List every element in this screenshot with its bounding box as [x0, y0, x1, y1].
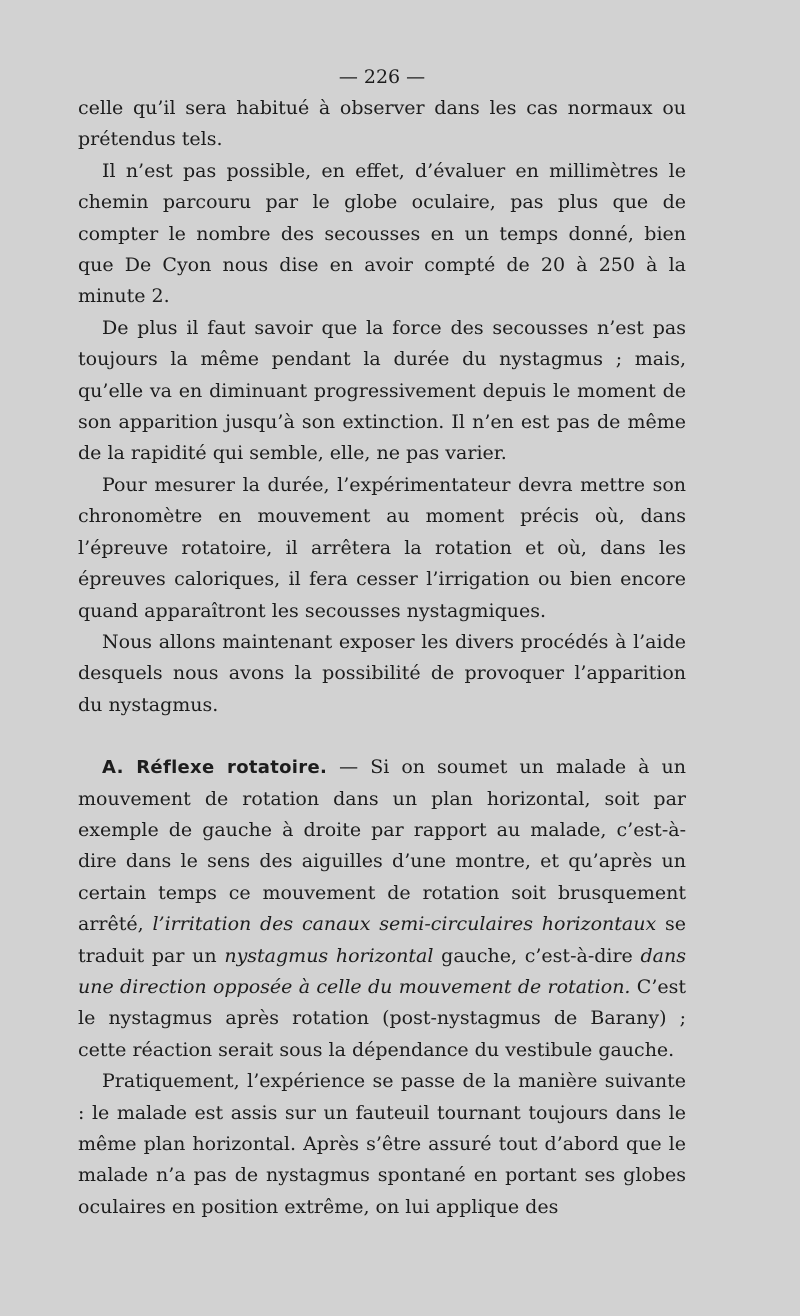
section-text-4: C’est le nystagmus après rotation (post-nystagmus de Barany) ; cette réaction serait sous la dépendance du vestibule gauche.	[78, 975, 686, 1061]
paragraph-rotatory-reflex	[78, 752, 686, 1066]
section-italic-2: nystagmus horizontal	[224, 944, 434, 967]
section-gap	[78, 721, 686, 752]
paragraph-procedures: Nous allons maintenant exposer les divers procédés à l’aide desquels nous avons la possibilité de provoquer l’apparition du nystagmus.	[78, 630, 686, 716]
paragraph-practice: Pratiquement, l’expérience se passe de la manière suivante : le malade est assis sur un fauteuil tournant toujours dans le même plan horizontal. Après s’être assuré tout d’abord que le malade n’a pas de nystagmus spontané en portant ses globes oculaires en position extrême, on lui applique des	[78, 1070, 686, 1218]
section-text-1: — Si on soumet un malade à un mouvement de rotation dans un plan horizontal, soit par exemple de gauche à droite par rapport au malade, c’est-à-dire dans le sens des aiguilles d’une montre, et qu’après un certain temps ce mouvement de rotation soit brusquement arrêté,	[78, 756, 686, 936]
paragraph-force: De plus il faut savoir que la force des secousses n’est pas toujours la même pendant la durée du nystagmus ; mais, qu’elle va en diminuant progressivement depuis le moment de son apparition jusqu’à son extinction. Il n’en est pas de même de la rapidité qui semble, elle, ne pas varier.	[78, 316, 686, 465]
page-number: — 226 —	[338, 66, 426, 88]
page-text	[78, 62, 686, 1223]
paragraph-duration: Pour mesurer la durée, l’expérimentateur devra mettre son chronomètre en mouvement au moment précis où, dans l’épreuve rotatoire, il arrêtera la rotation et où, dans les épreuves caloriques, il fera cesser l’irrigation ou bien encore quand apparaîtront les secousses nystagmiques.	[78, 473, 686, 622]
section-heading: A. Réflexe rotatoire.	[102, 757, 328, 779]
section-text-2: se traduit par un	[78, 913, 686, 967]
paragraph-continuation: celle qu’il sera habitué à observer dans les cas normaux ou prétendus tels.	[78, 97, 686, 151]
section-text-3: gauche, c’est-à-dire	[433, 944, 641, 967]
section-italic-1: l’irritation des canaux semi-circulaires horizontaux	[152, 913, 657, 936]
section-italic-3: dans une direction opposée à celle du mouvement de rotation.	[78, 944, 686, 998]
paragraph-measurement: Il n’est pas possible, en effet, d’évaluer en millimètres le chemin parcouru par le globe oculaire, pas plus que de compter le nombre des secousses en un temps donné, bien que De Cyon nous dise en avoir compté de 20 à 250 à la minute 2.	[78, 159, 686, 308]
